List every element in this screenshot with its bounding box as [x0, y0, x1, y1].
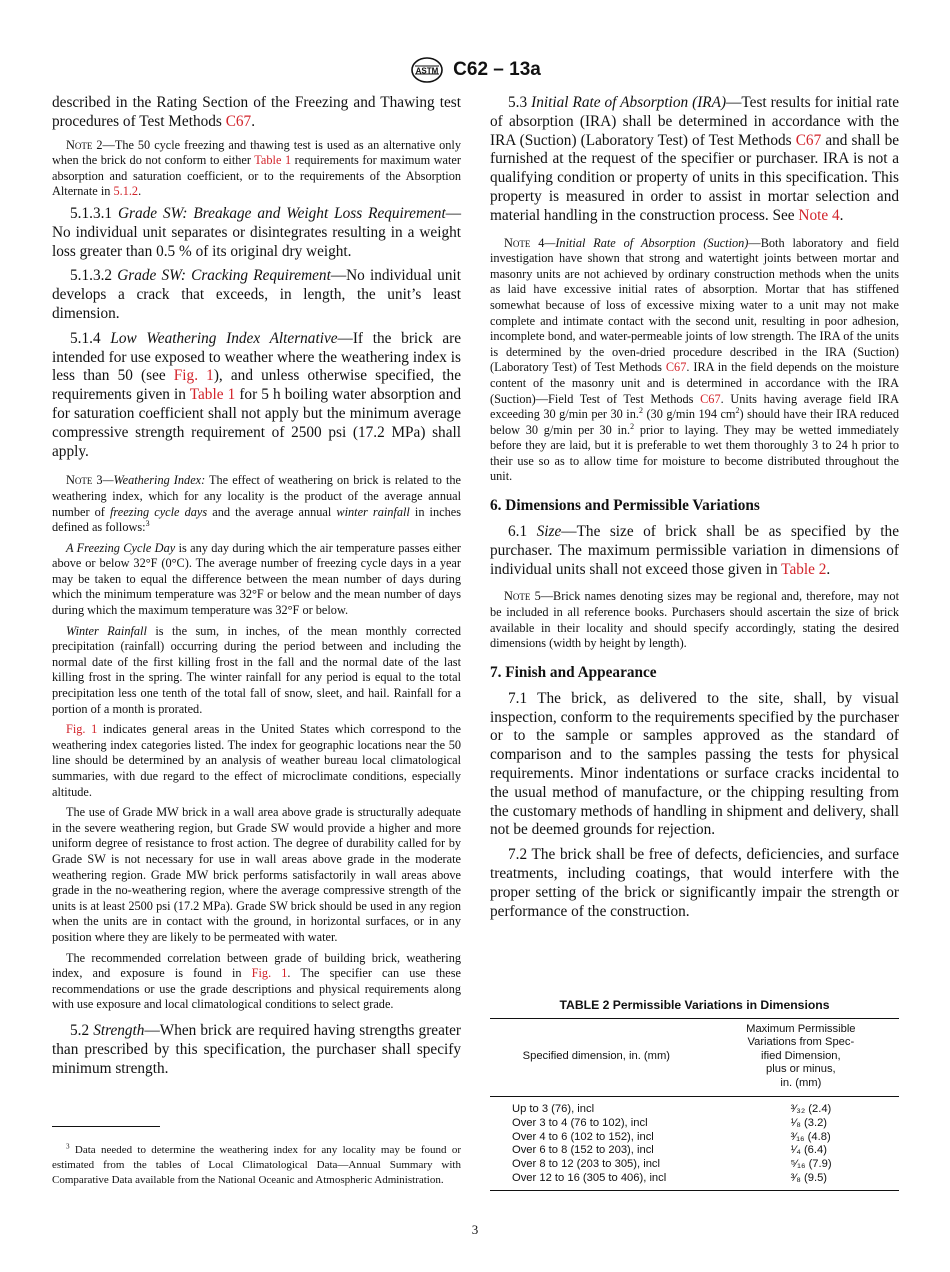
link-c67[interactable]: C67 — [795, 131, 822, 149]
link-table-2[interactable]: Table 2 — [781, 560, 827, 578]
table-row: Over 6 to 8 (152 to 203), incl ¹⁄₄ (6.4) — [512, 1144, 827, 1157]
note-4: Note 4—Initial Rate of Absorption (Suction)—Both laboratory and field investigation have shown that strong and watertight joints between mortar and masonry units are not achieved by ordinary construction methods when the units as laid have excessive initial rates of absorption. Mortar that has stiffened somewhat because of loss of excessive mixing water to a unit may not make complete and intimate contact with the second unit, resulting in poor adhesion, incomplete bond, and water-permeable joints of low strength. The IRA of the units is determined by the oven-dried procedure described in the IRA (Suction) (Laboratory Test) of Test Methods C67. IRA in the field depends on the moisture content of the masonry unit and is determined in accordance with the IRA (Suction)—Field Test of Test Methods C67. Units having average field IRA exceeding 30 g/min per 30 in.$^2$ (30 g/min 194 $cm^2$) should have their IRA reduced below 30 g/min per 30 in.$^2$ prior to laying. They may be wetted immediately before they are laid, but it is preferable to wet them thoroughly 3 to 24 h prior to their use so as to allow time for moisture to become distributed throughout the unit. — [490, 235, 900, 484]
table-row: Up to 3 (76), incl ³⁄₃₂ (2.4) — [512, 1103, 832, 1116]
link-table-1[interactable]: Table 1 — [189, 386, 236, 404]
link-fig-1[interactable]: Fig. 1 — [251, 966, 288, 981]
paragraph-7-2: 7.2 The brick shall be free of defects, deficiencies, and surface treatments, including coatings, that would interfere with the proper setting of the brick or significantly impair the strength or performance of the construction. — [490, 846, 899, 920]
link-c67[interactable]: C67 — [700, 391, 721, 406]
note-3-winter-rainfall: Winter Rainfall is the sum, in inches, of the mean monthly corrected precipitation (rainfall) occurring during the period between and including the normal date of the first killing frost in the fall and the normal date of the last killing frost in the spring. The winter rainfall for any period is equal to the total precipitation less one tenth of the total fall of snow, sleet, and hail. Rainfall for a portion of a month is prorated. — [52, 623, 461, 716]
link-fig-1[interactable]: Fig. 1 — [173, 367, 214, 385]
note-3: Note 3—Weathering Index: The effect of weathering on brick is related to the weathering index, which for any locality is the product of the average annual number of freezing cycle days and the average annual winter rainfall in inches defined as follows:$^3$ — [52, 473, 461, 535]
paragraph-5-2: 5.2 Strength—When brick are required having strengths greater than prescribed by this specification, the purchaser shall specify minimum strength. — [52, 1021, 462, 1077]
standard-code: C62 – 13a — [453, 59, 541, 80]
section-6-heading: 6. Dimensions and Permissible Variations — [490, 497, 760, 515]
table-row: Over 12 to 16 (305 to 406), incl ³⁄₈ (9.5) — [490, 1172, 899, 1190]
link-c67[interactable]: C67 — [665, 360, 687, 375]
link-section-5-1-2[interactable]: 5.1.2 — [113, 184, 139, 199]
link-c67[interactable]: C67 — [225, 112, 252, 130]
paragraph-5-1-3-2: 5.1.3.2 Grade SW: Cracking Requirement—No individual unit develops a crack that exceeds, in length, the unit’s least dimension. — [52, 267, 461, 322]
page-number: 3 — [471, 1222, 479, 1237]
note-2: Note 2—The 50 cycle freezing and thawing test is used as an alternative only when the brick do not conform to either Table 1 requirements for maximum water absorption and saturation coefficient, or to the requirements of the Absorption Alternate in 5.1.2. — [52, 137, 461, 199]
footnote-3: $^3$ Data needed to determine the weathering index for any locality may be found or estimated from the tables of Local Climatological Data—Annual Summary with Comparative Data available from the National Oceanic and Atmospheric Administration. — [52, 1142, 461, 1186]
astm-logo-icon — [409, 56, 445, 84]
section-7-heading: 7. Finish and Appearance — [490, 663, 657, 681]
table-header-variation: Maximum Permissible Variations from Spec- ified Dimension, plus or minus, in. (mm) — [703, 1019, 899, 1097]
note-3-recommended: The recommended correlation between grade of building brick, weathering index, and exposure is found in Fig. 1. The specifier can use these recommendations or use the grade descriptions and physical requirements along with use exposure and local climatological conditions to select grade. — [52, 950, 461, 1012]
table-2 — [490, 998, 899, 1191]
paragraph-5-3: 5.3 Initial Rate of Absorption (IRA)—Test results for initial rate of absorption (IRA) shall be determined in accordance with the IRA (Suction) (Laboratory Test) of Test Methods C67 and shall be furnished at the request of the specifier or purchaser. IRA is not a qualifying condition or property of units in this specification. This property is measured in order to assist in mortar selection and material handling in the construction process. See Note 4. — [490, 94, 900, 224]
table-row: Over 4 to 6 (102 to 152), incl ³⁄₁₆ (4.8) — [512, 1130, 831, 1143]
right-column — [490, 94, 899, 927]
note-5: Note 5—Brick names denoting sizes may be regional and, therefore, may not be included in all reference books. Purchasers should ascertain the size of brick available in their locality and should specify accordingly, stating the desired dimensions (width by height by length). — [490, 589, 899, 651]
note-3-freezing-cycle-day: A Freezing Cycle Day is any day during which the air temperature passes either above or below 32°F (0°C). The average number of freezing cycle days in a year may be taken to equal the difference between the mean number of days during which the minimum temperature was 32°F or below and the mean number of days during which the maximum temperature was 32°F or below. — [52, 540, 462, 618]
paragraph-5-1-4: 5.1.4 Low Weathering Index Alternative—If the brick are intended for use exposed to weather where the weathering index is less than 50 (see Fig. 1), and unless otherwise specified, the requirements given in Table 1 for 5 h boiling water absorption and for saturation coefficient shall not apply but the minimum average compressive strength requirement of 2500 psi (17.2 MPa) shall apply. — [52, 329, 462, 460]
table-2-grid — [490, 1018, 899, 1191]
table-row: Over 8 to 12 (203 to 305), incl ⁵⁄₁₆ (7.9) — [512, 1158, 832, 1171]
paragraph-7-1: 7.1 The brick, as delivered to the site, shall, by visual inspection, conform to the requirements specified by the purchaser or to the sample or samples approved as the standard of comparison and to the samples passing the tests for physical requirements. Minor indentations or surface cracks incidental to the usual method of manufacture, or the chipping resulting from the customary methods of handling in shipment and delivery, shall not be deemed grounds for rejection. — [490, 689, 899, 839]
table-header-dimension: Specified dimension, in. (mm) — [490, 1019, 703, 1097]
link-table-1[interactable]: Table 1 — [254, 153, 292, 168]
left-column — [52, 94, 461, 1084]
note-3-grade-mw: The use of Grade MW brick in a wall area above grade is structurally adequate in the severe weathering region, but Grade SW would provide a higher and more uniform degree of resistance to frost action. The degree of durability called for by Grade SW is not necessary for use in wall areas above grade in the moderate weathering region. Grade MW brick performs satisfactorily in wall areas above grade in the no-weathering region, where the average compressive strength of the units is at least 2500 psi (17.2 MPa). Grade SW brick should be used in any region when the units are in contact with the ground, in horizontal surfaces, or in any position where they are likely to be permeated with water. — [52, 805, 461, 944]
paragraph-5-1-3-1: 5.1.3.1 Grade SW: Breakage and Weight Loss Requirement—No individual unit separates or disintegrates resulting in a weight loss greater than 0.5 % of its original dry weight. — [52, 204, 461, 260]
footnote-rule — [52, 1126, 160, 1127]
page-header — [0, 56, 950, 84]
link-note-4[interactable]: Note 4 — [798, 206, 840, 224]
paragraph-rating-section: described in the Rating Section of the Freezing and Thawing test procedures of Test Methods C67. — [52, 94, 461, 130]
table-row: Over 3 to 4 (76 to 102), incl ¹⁄₈ (3.2) — [512, 1116, 828, 1129]
note-3-fig-1: Fig. 1 indicates general areas in the United States which correspond to the weathering index categories listed. The index for geographic locations near the 50 line should be determined by an analysis of weather bureau local climatological summaries, with due regard to the effect of microclimate conditions, especially altitude. — [52, 722, 461, 799]
paragraph-6-1: 6.1 Size—The size of brick shall be as specified by the purchaser. The maximum permissible variation in dimensions of individual units shall not exceed those given in Table 2. — [490, 523, 899, 578]
link-fig-1[interactable]: Fig. 1 — [66, 722, 98, 737]
table-2-title: TABLE 2 Permissible Variations in Dimensions — [559, 998, 830, 1012]
svg-text:ASTM: ASTM — [415, 66, 439, 76]
